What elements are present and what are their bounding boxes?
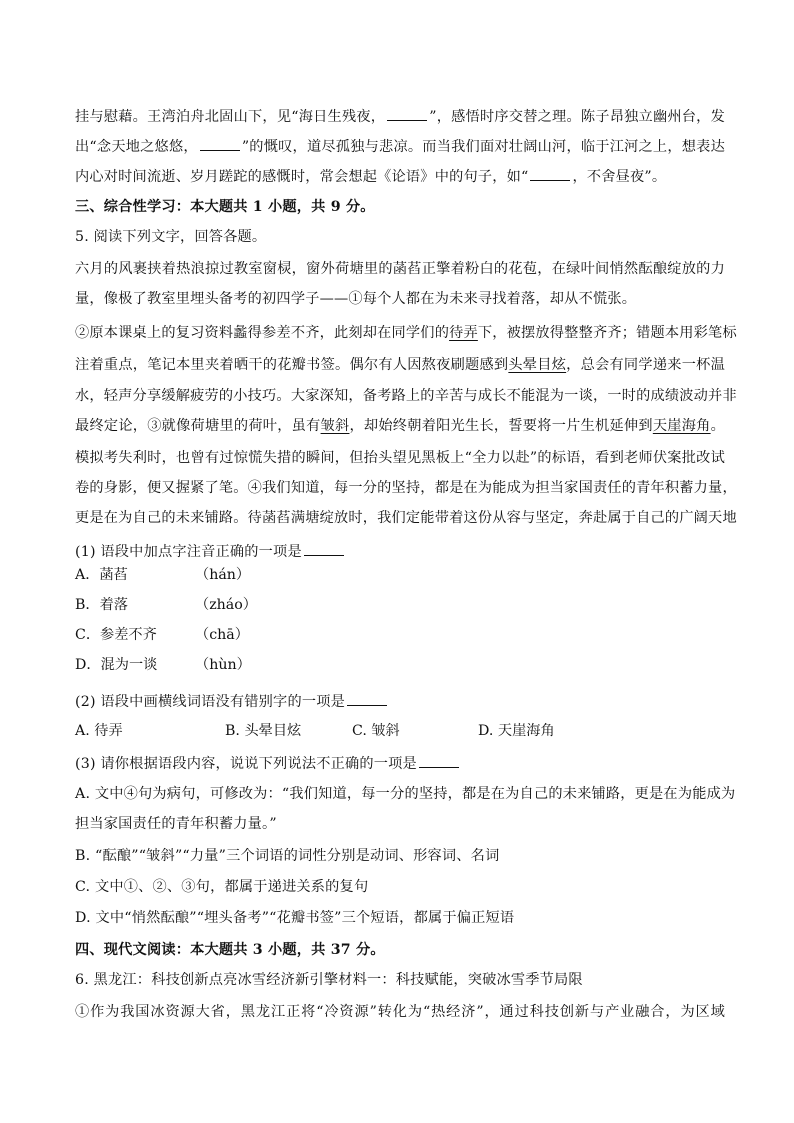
answer-blank[interactable] xyxy=(200,136,240,151)
option[interactable]: D. 天崖海角 xyxy=(478,723,555,739)
sub-question-2: (2) 语段中画横线词语没有错别字的一项是 xyxy=(75,691,725,711)
option-pinyin: （chā） xyxy=(195,627,249,643)
sub-question-3: (3) 请你根据语段内容，说说下列说法不正确的一项是 xyxy=(75,753,725,773)
option-pinyin: （hán） xyxy=(195,567,251,583)
option[interactable]: C. 文中①、②、③句，都属于递进关系的复句 xyxy=(75,879,369,895)
option-pinyin: （zháo） xyxy=(195,597,257,613)
paragraph-line: 量，像极了教室里埋头备考的初四学子——①每个人都在为未来寻找着落，却从不慌张。 xyxy=(75,291,637,307)
underlined-word: 头晕目炫 xyxy=(508,357,567,373)
paragraph-line: 最终定论，③就像荷塘里的荷叶，虽有皱斜，却始终朝着阳光生长，誓要将一片生机延伸到天崖海角。 xyxy=(75,418,725,434)
paragraph-line: 六月的风裹挟着热浪掠过教室窗棂，窗外荷塘里的菡萏正擎着粉白的花苞，在绿叶间悄然酝酿绽放的力 xyxy=(75,261,725,277)
passage-line-1: 挂与慰藉。王湾泊舟北固山下，见“海日生残夜， ”，感悟时序交替之理。陈子昂独立幽州台，发 xyxy=(75,106,725,126)
underlined-word: 皱斜 xyxy=(320,418,350,434)
underlined-word: 待弄 xyxy=(449,325,478,341)
answer-blank[interactable] xyxy=(419,753,459,768)
option[interactable]: B. 头晕目炫 xyxy=(225,723,302,739)
question-title: 6. 黑龙江：科技创新点亮冰雪经济新引擎材料一：科技赋能，突破冰雪季节局限 xyxy=(75,972,583,988)
passage-line-3: 内心对时间流逝、岁月蹉跎的感慨时，常会想起《论语》中的句子，如“ ，不舍昼夜”。 xyxy=(75,166,725,186)
answer-blank[interactable] xyxy=(347,691,387,706)
option-label[interactable]: C．参差不齐 xyxy=(75,627,157,643)
paragraph-line: 卷的身影，便又握紧了笔。④我们知道，每一分的坚持，都是在为能成为担当家国责任的青年积蓄力量， xyxy=(75,480,737,496)
answer-blank[interactable] xyxy=(387,106,427,121)
section-heading: 四、现代文阅读：本大题共 3 小题，共 37 分。 xyxy=(75,942,385,958)
option[interactable]: D. 文中“悄然酝酿”“埋头备考”“花瓣书签”三个短语，都属于偏正短语 xyxy=(75,910,515,926)
option[interactable]: C. 皱斜 xyxy=(352,723,400,739)
passage-line-2: 出“念天地之悠悠， ”的慨叹，道尽孤独与悲凉。而当我们面对壮阔山河，临于江河之上，想表达 xyxy=(75,136,725,156)
question-title: 5. 阅读下列文字，回答各题。 xyxy=(75,229,267,245)
paragraph-line: 水，轻声分享缓解疲劳的小技巧。大家深知，备考路上的辛苦与成长不能混为一谈，一时的成绩波动并非 xyxy=(75,388,737,404)
underlined-word: 天崖海角 xyxy=(652,418,711,434)
answer-blank[interactable] xyxy=(304,541,344,556)
paragraph-line: ②原本课桌上的复习资料蠡得参差不齐，此刻却在同学们的待弄下，被摆放得整整齐齐；错题本用彩笔标 xyxy=(75,325,737,341)
option[interactable]: A. 待弄 xyxy=(75,723,123,739)
paragraph-line: 模拟考失利时，也曾有过惊慌失措的瞬间，但抬头望见黑板上“全力以赴”的标语，看到老师伏案批改试 xyxy=(75,450,725,466)
paragraph-line: 更是在为自己的未来铺路。待菡萏满塘绽放时，我们定能带着这份从容与坚定，奔赴属于自己的广阔天地 xyxy=(75,510,737,526)
option[interactable]: B. “酝酿”“皱斜”“力量”三个词语的词性分别是动词、形容词、名词 xyxy=(75,848,500,864)
paragraph-line: 注着重点，笔记本里夹着晒干的花瓣书签。偶尔有人因熬夜刷题感到头晕目炫，总会有同学递来一杯温 xyxy=(75,357,725,373)
option-continued: 担当家国责任的青年积蓄力量。” xyxy=(75,816,277,832)
answer-blank[interactable] xyxy=(530,166,570,181)
option-label[interactable]: B．着落 xyxy=(75,597,128,613)
section-heading: 三、综合性学习：本大题共 1 小题，共 9 分。 xyxy=(75,199,375,215)
option[interactable]: A. 文中④句为病句，可修改为：“我们知道，每一分的坚持，都是在为自己的未来铺路，更是在为能成为 xyxy=(75,786,736,802)
option-pinyin: （hùn） xyxy=(195,657,251,673)
sub-question-1: (1) 语段中加点字注音正确的一项是 xyxy=(75,541,725,561)
paragraph-line: ①作为我国冰资源大省，黑龙江正将“冷资源”转化为“热经济”，通过科技创新与产业融合，为区域 xyxy=(75,1004,725,1020)
option-label[interactable]: A．菡萏 xyxy=(75,567,128,583)
option-label[interactable]: D．混为一谈 xyxy=(75,657,158,673)
